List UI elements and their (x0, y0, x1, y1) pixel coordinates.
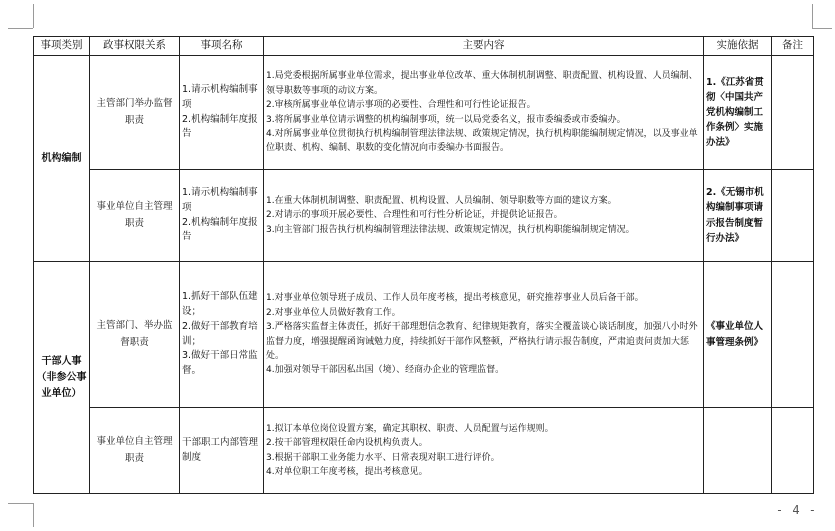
content-line: 1.在重大体制机制调整、职责配置、机构设置、人员编制、领导职数等方面的建议方案。 (266, 195, 617, 206)
basis-cell (704, 408, 772, 494)
content-cell (264, 170, 704, 262)
basis-cell: 2.《无锡市机构编制事项请示报告制度暂行办法》 (704, 170, 772, 262)
crop-mark (812, 4, 813, 28)
content-line: 1.对事业单位领导班子成员、工作人员年度考核，提出考核意见，研究推荐事业人员后备干部。 (266, 293, 644, 304)
content-line: 1.局党委根据所属事业单位需求，提出事业单位改革、重大体制机制调整、职责配置、机构设置、人员编制、领导职数等事项的动议方案。 (266, 71, 698, 96)
header-content: 主要内容 (264, 37, 704, 56)
content-line: 3.向主管部门报告执行机构编制管理法律法规、政策规定情况，执行机构职能编制规定情况。 (266, 224, 635, 235)
relation-cell: 主管部门举办监督职责 (90, 56, 180, 170)
item-name-cell (180, 408, 264, 494)
item-name-line: 1.请示机构编制事项 (182, 84, 258, 110)
authority-table (33, 36, 814, 494)
content-cell (264, 262, 704, 408)
crop-mark (8, 28, 33, 29)
item-name-line: 1.请示机构编制事项 (182, 187, 258, 213)
table-row (34, 408, 814, 494)
content-line: 4.对所属事业单位贯彻执行机构编制管理法律法规、政策规定情况，执行机构职能编制规定情况，以及事业单位职责、机构、编制、职数的变化情况向市委编办书面报告。 (266, 128, 698, 154)
relation-cell: 事业单位自主管理职责 (90, 408, 180, 494)
header-relation: 政事权限关系 (90, 37, 180, 56)
relation-cell: 主管部门、举办监督职责 (90, 262, 180, 408)
header-note: 备注 (772, 37, 814, 56)
item-name-cell (180, 170, 264, 262)
content-line: 2.对请示的事项开展必要性、合理性和可行性分析论证，并提供论证报告。 (266, 210, 563, 221)
content-line: 2.对事业单位人员做好教育工作。 (266, 307, 401, 318)
note-cell (772, 262, 814, 408)
item-name-line: 1.抓好干部队伍建设； (182, 291, 258, 318)
category-cell: 干部人事（非参公事业单位） (34, 262, 90, 494)
header-category: 事项类别 (34, 37, 90, 56)
basis-cell: 1.《江苏省贯彻〈中国共产党机构编制工作条例〉实施办法》 (704, 56, 772, 170)
category-cell: 机构编制 (34, 56, 90, 262)
header-name: 事项名称 (180, 37, 264, 56)
item-name-cell (180, 56, 264, 170)
note-cell (772, 56, 814, 170)
content-line: 3.将所属事业单位请示调整的机构编制事项，统一以局党委名义，报市委编委或市委编办。 (266, 114, 626, 125)
crop-mark (33, 503, 34, 527)
content-line: 4.对单位职工年度考核，提出考核意见。 (266, 466, 428, 477)
table-row (34, 262, 814, 408)
item-name-line: 2.机构编制年度报告 (182, 113, 258, 140)
basis-cell: 《事业单位人事管理条例》 (704, 262, 772, 408)
content-line: 2.审核所属事业单位请示事项的必要性、合理性和可行性论证报告。 (266, 100, 536, 111)
crop-mark (812, 28, 832, 29)
content-line: 1.拟订本单位岗位设置方案，确定其职权、职责、人员配置与运作规则。 (266, 423, 554, 434)
content-line: 3.严格落实监督主体责任，抓好干部理想信念教育、纪律规矩教育，落实全覆盖谈心谈话制度，加强八小时外监督力度，增强提醒函询诫勉力度，持续抓好干部作风整顿，严格执行请示报告制度，严肃追责问责加大惩处。 (266, 322, 698, 361)
content-line: 4.加强对领导干部因私出国（境）、经商办企业的管理监督。 (266, 365, 505, 376)
item-name-cell (180, 262, 264, 408)
table-header-row (34, 37, 814, 56)
table-row (34, 170, 814, 262)
item-name-line: 3.做好干部日常监督。 (182, 350, 258, 376)
content-cell (264, 56, 704, 170)
content-cell (264, 408, 704, 494)
item-name-line: 干部职工内部管理制度 (182, 436, 259, 463)
item-name-line: 2.机构编制年度报告 (182, 216, 258, 243)
table-row (34, 56, 814, 170)
relation-cell: 事业单位自主管理职责 (90, 170, 180, 262)
content-line: 3.根据干部职工业务能力水平、日常表现对职工进行评价。 (266, 452, 500, 463)
page-number: - 4 - (775, 503, 817, 517)
crop-mark (8, 503, 33, 504)
crop-mark (33, 4, 34, 28)
item-name-line: 2.做好干部教育培训； (182, 320, 258, 347)
note-cell (772, 408, 814, 494)
note-cell (772, 170, 814, 262)
header-basis: 实施依据 (704, 37, 772, 56)
content-line: 2.按干部管理权限任命内设机构负责人。 (266, 438, 428, 449)
